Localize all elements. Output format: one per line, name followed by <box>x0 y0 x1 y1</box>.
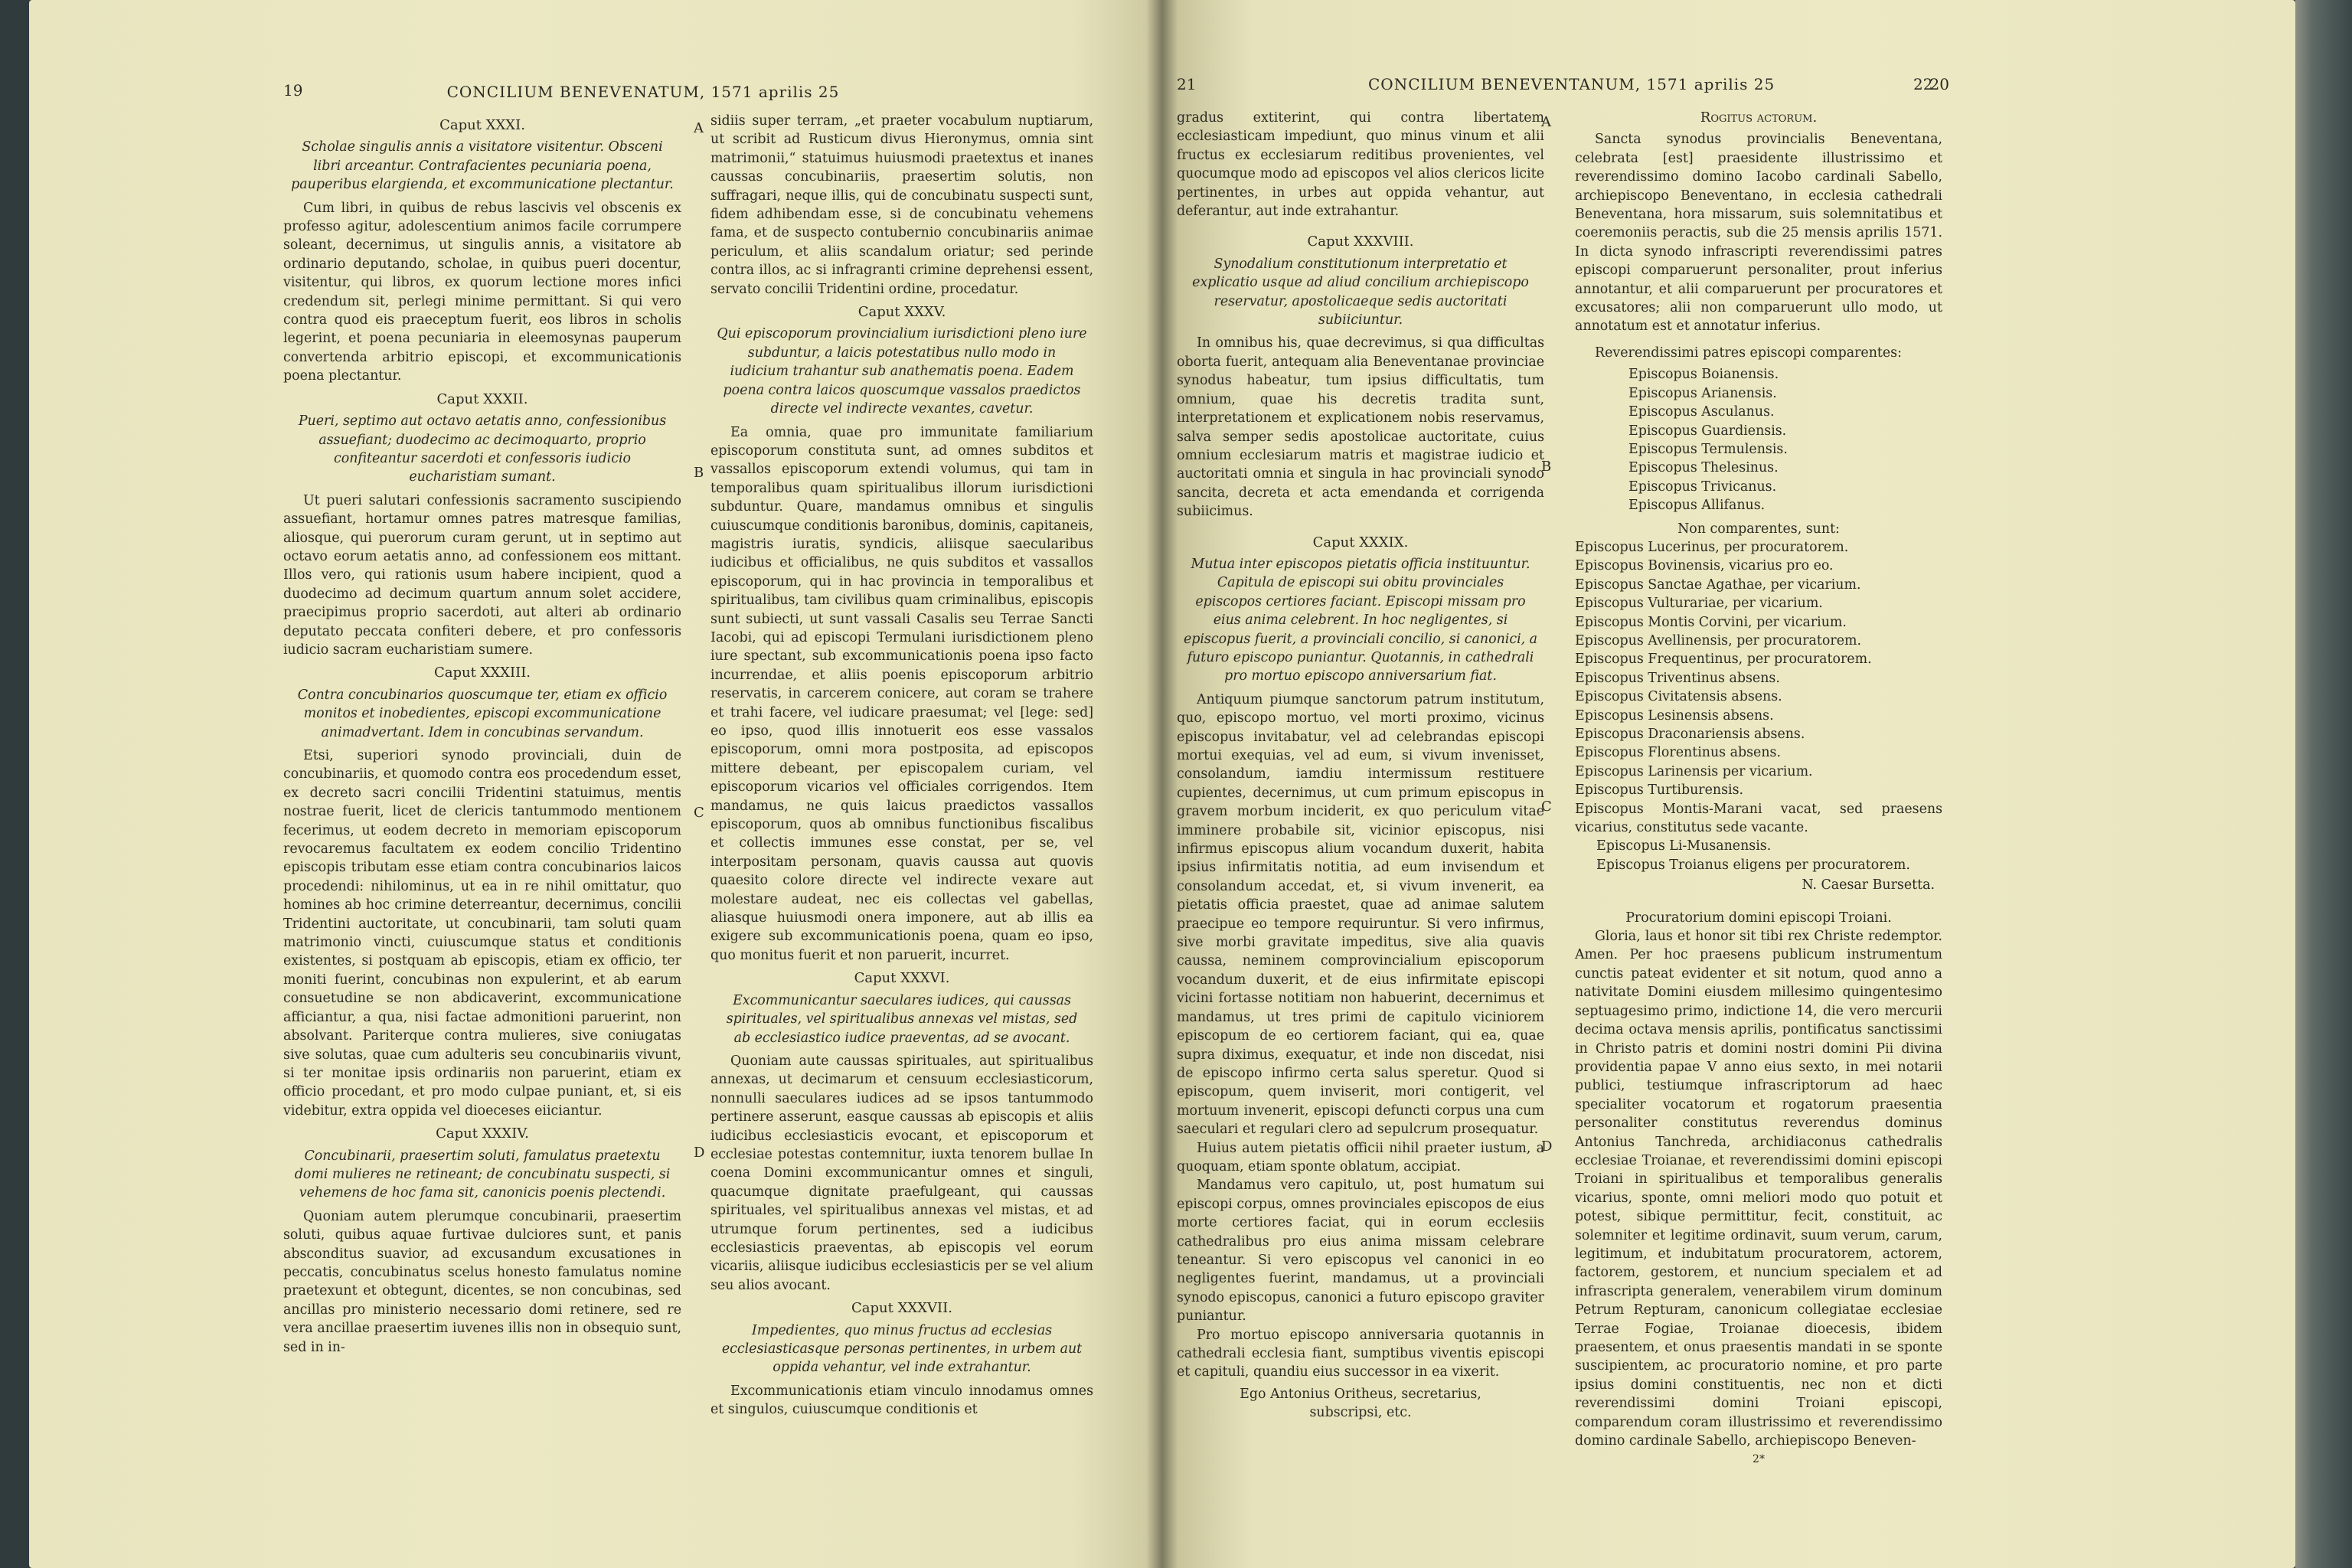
paragraph: Huius autem pietatis officii nihil praeter iustum, a quoquam, etiam sponte oblatum, accipiat. <box>1177 1140 1544 1174</box>
list-item: Episcopus Montis Corvini, per vicarium. <box>1575 614 1847 630</box>
list-item: Episcopus Li-Musanensis. <box>1596 838 1772 854</box>
absent-bishops-list <box>1575 538 1942 800</box>
margin-marker-a: A <box>694 120 704 136</box>
list-item: Episcopus Asculanus. <box>1628 404 1775 420</box>
page-number-22: 22 <box>1913 75 1933 93</box>
list-item: Episcopus Montis-Marani vacat, sed praesens vicarius, constitutus sede vacante. <box>1575 801 1942 836</box>
paragraph: Mandamus vero capitulo, ut, post humatum sui episcopi corpus, omnes provinciales episcopos de eius morte certiores faciat, qui in eorum ecclesiis cathedralibus pro eius anima missam celebrare teneantur. Si vero episcopus vel canonici in eo negligentes fuerint, mandamus, ut a provinciali synodo episcopus, canonici a futuro episcopo graviter puniantur. <box>1177 1178 1544 1325</box>
chapter-heading: Caput XXXVIII. <box>1307 234 1414 250</box>
list-heading: Non comparentes, sunt: <box>1677 521 1840 537</box>
paragraph: Ea omnia, quae pro immunitate familiarium episcoporum constituta sunt, ad omnes subditos et vassallos episcoporum extendi volumus, qui tam in temporalibus quam spiritualibus illorum iurisdictioni subduntur. Quare, mandamus omnibus et singulis cuiuscumque conditionis baronibus, dominis, capitaneis, magistris iuratis, syndicis, aliisque saecularibus iudicibus et officialibus, ne quis subditos et vassallos episcoporum, qui in hac provincia in temporalibus et spiritualibus, tam civilibus quam criminalibus, episcopis sunt subiecti, ut sunt vassali Casalis seu Terrae Sancti Iacobi, qui ad episcopi Termulani iurisdictionem pleno iure spectant, sub excommunicationis poena ipso facto incurrendae, et aliis poenis episcoporum arbitrio reservatis, in carcerem conicere, aut coram se trahere et trahi facere, vel iudicare praesumat; vel [lege: sed] eo ipso, quod illis innotuerit eos esse vassalos episcoporum, omni mora postposita, ad episcopos mittere debeant, per episcopalem curiam, vel episcoporum vicarios vel officiales corrigendos. Item mandamus, ne quis laicus praedictos vassallos episcoporum, quos ab omnibus functionibus fiscalibus et collectis immunes esse constat, per se, vel interpositam personam, quavis caussa aut quovis quaesito colore directe vel indirecte vexare aut molestare audeat, nec eis collectas vel gabellas, aliasque huiusmodi onera imponere, aut ab illis ea exigere sub excommunicationis poena, quam eo ipso, quo monitus fuerit et non paruerit, incurret. <box>710 424 1093 963</box>
paragraph: Pro mortuo episcopo anniversaria quotannis in cathedrali ecclesia fiant, sumptibus viventis episcopi et capituli, quandiu eius successor in ea vixerit. <box>1177 1327 1544 1380</box>
chapter-rubric: Impedientes, quo minus fructus ad ecclesias ecclesiasticasque personas pertinentes, in urbem aut oppida vehantur, vel inde extrahantur. <box>721 1322 1083 1376</box>
paragraph: Excommunicationis etiam vinculo innodamus omnes et singulos, cuiuscumque conditionis et <box>710 1383 1093 1418</box>
chapter-rubric: Synodalium constitutionum interpretatio et explicatio usque ad aliud concilium archiepiscopo reservatur, apostolicaeque sedis auctoritati subiiciuntur. <box>1192 256 1529 328</box>
signer-name: N. Caesar Bursetta. <box>1802 877 1935 893</box>
chapter-heading: Caput XXXII. <box>436 390 528 407</box>
margin-marker-a: A <box>1541 114 1551 130</box>
chapter-heading: Caput XXXIV. <box>436 1125 529 1142</box>
chapter-rubric: Excommunicantur saeculares iudices, qui caussas spirituales, vel spiritualibus annexas vel mistas, sed ab ecclesiastico iudice praeventas, ad se avocant. <box>726 992 1078 1046</box>
list-item: Episcopus Triventinus absens. <box>1575 670 1780 686</box>
list-item: Episcopus Thelesinus. <box>1628 460 1779 476</box>
list-heading: Reverendissimi patres episcopi comparentes: <box>1595 345 1902 361</box>
paragraph: gradus extiterint, qui contra libertatem ecclesiasticam impediunt, quo minus vinum et alii fructus ex ecclesiarum reditibus provenientes, vel quocumque modo ad episcopos vel alios clericos licite pertinentes, in urbes aut oppida vehantur, aut deferantur, aut inde extrahantur. <box>1177 110 1544 220</box>
list-item: Episcopus Draconariensis absens. <box>1575 727 1805 742</box>
list-item: Episcopus Florentinus absens. <box>1575 745 1781 761</box>
chapter-rubric: Qui episcoporum provincialium iurisdictioni pleno iure subduntur, a laicis potestatibus nullo modo in iudicium trahantur sub anathematis poena. Eadem poena contra laicos quoscumque vassalos praedictos directe vel indirecte vexantes, cavetur. <box>717 326 1087 417</box>
chapter-heading: Caput XXXVII. <box>851 1300 952 1317</box>
list-item: Episcopus Vulturariae, per vicarium. <box>1575 596 1823 612</box>
running-head-right <box>1177 70 2203 96</box>
list-item: Episcopus Avellinensis, per procuratorem. <box>1575 632 1862 648</box>
chapter-heading: Caput XXXVI. <box>854 970 950 987</box>
list-item: Episcopus Arianensis. <box>1628 385 1777 401</box>
chapter-rubric: Concubinarii, praesertim soluti, famulatus praetextu domi mulieres ne retineant; de concubinatu suspecti, si vehemens de hoc fama sit, canonicis poenis plectendi. <box>294 1148 671 1201</box>
list-item: Episcopus Bovinensis, vicarius pro eo. <box>1575 558 1834 574</box>
running-title: CONCILIUM BENEVENTANUM, 1571 aprilis 25 <box>1368 75 1775 93</box>
list-item: Episcopus Frequentinus, per procuratorem. <box>1575 652 1872 668</box>
paragraph: Gloria, laus et honor sit tibi rex Christe redemptor. Amen. Per hoc praesens publicum instrumentum cunctis pateat evidenter et sit notum, quod anno a nativitate Domini eiusdem millesimo quingentesimo septuagesimo primo, indictione 14, die vero mercurii decima octava mensis aprilis, pontificatus sanctissimi in Christo patris et domini nostri domini Pii divina providentia papae V anno eius sexto, in mei notarii publici, testiumque infrascriptorum ad haec specialiter vocatorum et rogatorum praesentia personaliter constitutus reverendus dominus Antonius Tanchreda, archidiaconus cathedralis ecclesiae Troianae, et reverendissimi domini episcopi Troiani in spiritualibus et temporalibus generalis vicarius, sponte, omni meliori modo quo potuit et potest, sibique permittitur, fecit, constituit, ac solemniter et legitime ordinavit, suum verum, carum, legitimum, et indubitatum procuratorem, actorem, factorem, gestorem, et nuncium specialem et ad infrascripta generalem, venerabilem virum dominum Petrum Repturam, canonicum collegiatae ecclesiae Terrae Fogiae, Troianae dioecesis, ibidem praesentem, et onus praesentis mandati in se sponte suscipientem, ac procuratorio nomine, et pro parte ipsius domini constituentis, nec non et dicti reverendissimi domini Troiani episcopi, comparendum coram illustrissimo et reverendissimo domino cardinale Sabello, archiepiscopo Beneven- <box>1575 929 1942 1449</box>
present-bishops-list <box>1628 365 1942 514</box>
chapter-rubric: Mutua inter episcopos pietatis officia instituuntur. Capitula de episcopi sui obitu provinciales episcopos certiores faciant. Episcopi missam pro eius anima celebrent. In hoc negligentes, si episcopus fuerit, a provinciali concilio, si canonici, a futuro episcopo puniantur. Quotannis, in cathedrali pro mortuo episcopo anniversarium fiat. <box>1183 556 1538 684</box>
column-1 <box>283 112 681 1357</box>
page-number-20: 20 <box>1929 75 1949 93</box>
chapter-heading: Caput XXXV. <box>858 304 946 321</box>
column-2 <box>1575 109 1942 1469</box>
paragraph: sidiis super terram, „et praeter vocabulum nuptiarum, ut scribit ad Rusticum divus Hieronymus, omnia sint matrimonii,“ statuimus huiusmodi praetextus et inanes caussas concubinariis, praesertim solutis, non suffragari, neque illis, qui de concubinatu suspecti sunt, fidem adhibendam esse, si de concubinatu vehemens fama, et de suspecto contubernio concubinariis animae periculum, et aliis scandalum oriatur; sed perinde contra illos, ac si infragranti crimine deprehensi essent, servato concilii Tridentini ordine, procedatur. <box>710 113 1093 297</box>
paragraph: Ut pueri salutari confessionis sacramento suscipiendo assuefiant, hortamur omnes patres matresque familias, aliosque, qui puerorum curam gerunt, ut in septimo aut octavo eorum aetatis anno, ad confessionem eos mittant. Illos vero, qui rationis usum habere incipient, quod a duodecimo ad decimum quartum annum solet accidere, praecipimus proprio sacerdoti, aut alteri ab ordinario deputato peccata confiteri debere, et pro confessoris iudicio sacram eucharistiam sumere. <box>283 492 681 658</box>
margin-marker-d: D <box>694 1145 705 1161</box>
list-item: Episcopus Troianus eligens per procuratorem. <box>1596 857 1910 873</box>
paragraph: Quoniam aute caussas spirituales, aut spiritualibus annexas, ut decimarum et censuum ecclesiasticorum, nonnulli saeculares iudices ad se ipsos tantummodo pertinere asserunt, easque caussas ab episcopis et aliis iudicibus ecclesiasticis evocant, et episcoporum et ecclesiae potestas contemnitur, iuxta tenorem bullae In coena Domini excommunicantur omnes et singuli, quacumque dignitate praefulgeant, qui caussas spirituales, vel spiritualibus annexas vel mistas, et ad utrumque forum pertinentes, sed a iudicibus ecclesiasticis praeventas, ab episcopis vel eorum vicariis, aliisque iudicibus ecclesiasticis per se vel alium seu alios avocant. <box>710 1053 1093 1293</box>
right-page <box>1177 61 2203 1547</box>
paragraph: Cum libri, in quibus de rebus lascivis vel obscenis ex professo agitur, adolescentium animos facile corrumpere soleant, decernimus, ut singulis annis, a visitatore ab ordinario deputando, scholae, in quibus pueri docentur, visitentur, qui libros, ex quorum lectione mores infici credendum sit, perlegi minime permittant. Si qui vero contra quod eis praeceptum fuerit, eos libros in scholis legerint, et poena pecuniaria in eleemosynas pauperum convertenda arbitrio episcopi, et excommunicationis poena plectantur. <box>283 200 681 384</box>
list-item: Episcopus Sanctae Agathae, per vicarium. <box>1575 577 1861 593</box>
signature-line: Ego Antonius Oritheus, secretarius, <box>1240 1386 1481 1402</box>
chapter-rubric: Contra concubinarios quoscumque ter, etiam ex officio monitos et inobedientes, episcopi excommunicatione animadvertant. Idem in concubinas servandum. <box>297 687 668 740</box>
list-item: Episcopus Civitatensis absens. <box>1575 689 1782 705</box>
chapter-rubric: Pueri, septimo aut octavo aetatis anno, confessionibus assuefiant; duodecimo ac decimoquarto, proprio confiteantur sacerdoti et confessoris iudicio eucharistiam sumant. <box>298 413 667 485</box>
chapter-rubric: Scholae singulis annis a visitatore visitentur. Obsceni libri arceantur. Contrafacientes pecuniaria poena, pauperibus elargienda, et excommunicatione plectantur. <box>291 139 674 193</box>
list-item: Episcopus Lesinensis absens. <box>1575 707 1774 724</box>
list-item: Episcopus Boianensis. <box>1628 367 1779 383</box>
margin-marker-b: B <box>1541 459 1552 475</box>
absent-bishops-list-2 <box>1575 837 1942 874</box>
margin-marker-c: C <box>694 805 704 821</box>
list-item: Episcopus Termulensis. <box>1628 441 1788 457</box>
paragraph: Sancta synodus provincialis Beneventana, celebrata [est] praesidente illustrissimo et reverendissimo domino Iacobo cardinali Sabello, archiepiscopo Beneventano, in ecclesia cathedrali Beneventana, hora missarum, suis solemnitatibus et coeremoniis peractis, sub die 25 mensis aprilis 1571. In dicta synodo infrascripti reverendissimi patres episcopi comparuerunt personaliter, prout inferius annotantur, et alii comparuerunt per procuratores et excusatores; alii non comparuerunt ullo modo, ut annotatum est et annotatur inferius. <box>1575 132 1942 335</box>
list-item: Episcopus Guardiensis. <box>1628 423 1787 439</box>
page-number-21: 21 <box>1177 75 1197 93</box>
paragraph: Antiquum piumque sanctorum patrum institutum, quo, episcopo mortuo, vel morti proximo, vicinus episcopus invitabatur, vel ad celebrandas episcopi mortui exequias, vel ad eum, si vivum invenisset, consolandum, iamdiu intermissum restituere cupientes, decernimus, ut cum primum episcopus in gravem morbum inciderit, ex quo periculum vitae imminere probabile sit, vicinior episcopus, nisi infirmus episcopus alium vocandum duxerit, habita ipsius infirmitatis notitia, ad eum invisendum et consolandum accedat, et, si vivum invenerit, ea pietatis officia praestet, quae ad animae salutem praecipue eo tempore requiruntur. Si vero infirmus, sive morbi gravitate impeditus, sive alia quavis caussa, neminem comprovincialium episcoporum vocandum duxerit, et de eius infirmitate episcopi vicini fortasse notitiam non habuerint, decernimus et mandamus, ut tres primi de capitulo viciniorem episcopum de eo certiorem faciant, qui ea, quae supra diximus, exequatur, et inde non discedat, nisi de episcopo infirmo certa salus speretur. Quod si episcopum, quem inviserit, mori contigerit, vel mortuum invenerit, episcopi defuncti corpus una cum saeculari et regulari clero ad sepulcrum prosequatur. <box>1177 691 1544 1138</box>
margin-marker-d: D <box>1541 1138 1553 1155</box>
paragraph: Etsi, superiori synodo provinciali, duin de concubinariis, et quomodo contra eos procedendum esset, ex decreto sacri concilii Tridentini statuimus, mentis nostrae fuerit, licet de clericis tantummodo mentionem fecerimus, ut eodem decreto in memoriam episcoporum revocaremus facultatem ex eodem concilio Tridentino episcopis tributam esse etiam contra concubinarios laicos procedendi: nihilominus, ut ea in re nihil omittatur, quo homines ab hoc crimine deterreantur, decernimus, concilii Tridentini auctoritate, ut concubinarii, tam soluti quam matrimonio vincti, cuiuscumque status et conditionis existentes, si postquam ab episcopis, etiam ex officio, ter moniti fuerint, concubinas non expulerint, et ab earum consuetudine se non abdicaverint, excommunicatione afficiantur, a qua, nisi factae admonitioni paruerint, non absolvant. Pariterque contra mulieres, sive coniugatas sive solutas, quae cum adulteris seu concubinariis vivunt, si ter monitae ipsis ordinariis non paruerint, etiam ex officio procedant, et pro modo culpae puniant, et, si eis videbitur, extra oppida vel dioeceses eiiciantur. <box>283 748 681 1119</box>
column-2 <box>710 112 1093 1419</box>
list-item: Episcopus Lucerinus, per procuratorem. <box>1575 539 1849 555</box>
paragraph: In omnibus his, quae decrevimus, si qua difficultas oborta fuerit, antequam alia Beneventanae provinciae synodus habeatur, tum ipsius difficultatis, tum omnium, quae his decretis tradita sunt, interpretationem et explicationem nobis reservamus, salva semper sedis apostolicae auctoritate, cuius omnium ecclesiarum matris et magistrae iudicio et auctoritati omnia et singula in hac provinciali synodo sancita, decreta et acta emendanda et corrigenda subiicimus. <box>1177 335 1544 520</box>
signature-mark: 2* <box>1753 1453 1765 1466</box>
chapter-heading: Caput XXXI. <box>439 117 525 133</box>
margin-marker-b: B <box>694 465 704 481</box>
section-heading: Rogitus actorum. <box>1700 109 1818 126</box>
page-number-19: 19 <box>283 81 303 100</box>
chapter-heading: Caput XXXIII. <box>433 665 531 681</box>
list-item: Episcopus Turtiburensis. <box>1575 782 1744 799</box>
column-1 <box>1177 109 1544 1423</box>
running-title: CONCILIUM BENEVENATUM, 1571 aprilis 25 <box>446 83 840 101</box>
list-item: Episcopus Trivicanus. <box>1628 479 1777 495</box>
list-item: Episcopus Larinensis per vicarium. <box>1575 763 1813 779</box>
paragraph: Quoniam autem plerumque concubinarii, praesertim soluti, quibus aquae furtivae dulciores sunt, et panis absconditus suavior, ad excusandum excusationes in peccatis, concubinatus scelus honesto famulatus nomine praetexunt et obtegunt, dicentes, se non concubinas, sed ancillas pro ministerio necessario domi retinere, sed re vera ancillae praesertim iuvenes illis non in obsequio sunt, sed in in- <box>283 1208 681 1355</box>
chapter-heading: Caput XXXIX. <box>1312 534 1409 550</box>
signature-line: subscripsi, etc. <box>1309 1405 1412 1421</box>
section-heading: Procuratorium domini episcopi Troiani. <box>1625 910 1892 926</box>
background-edge <box>2295 0 2352 1568</box>
list-item: Episcopus Allifanus. <box>1628 498 1766 514</box>
margin-marker-c: C <box>1541 799 1552 815</box>
